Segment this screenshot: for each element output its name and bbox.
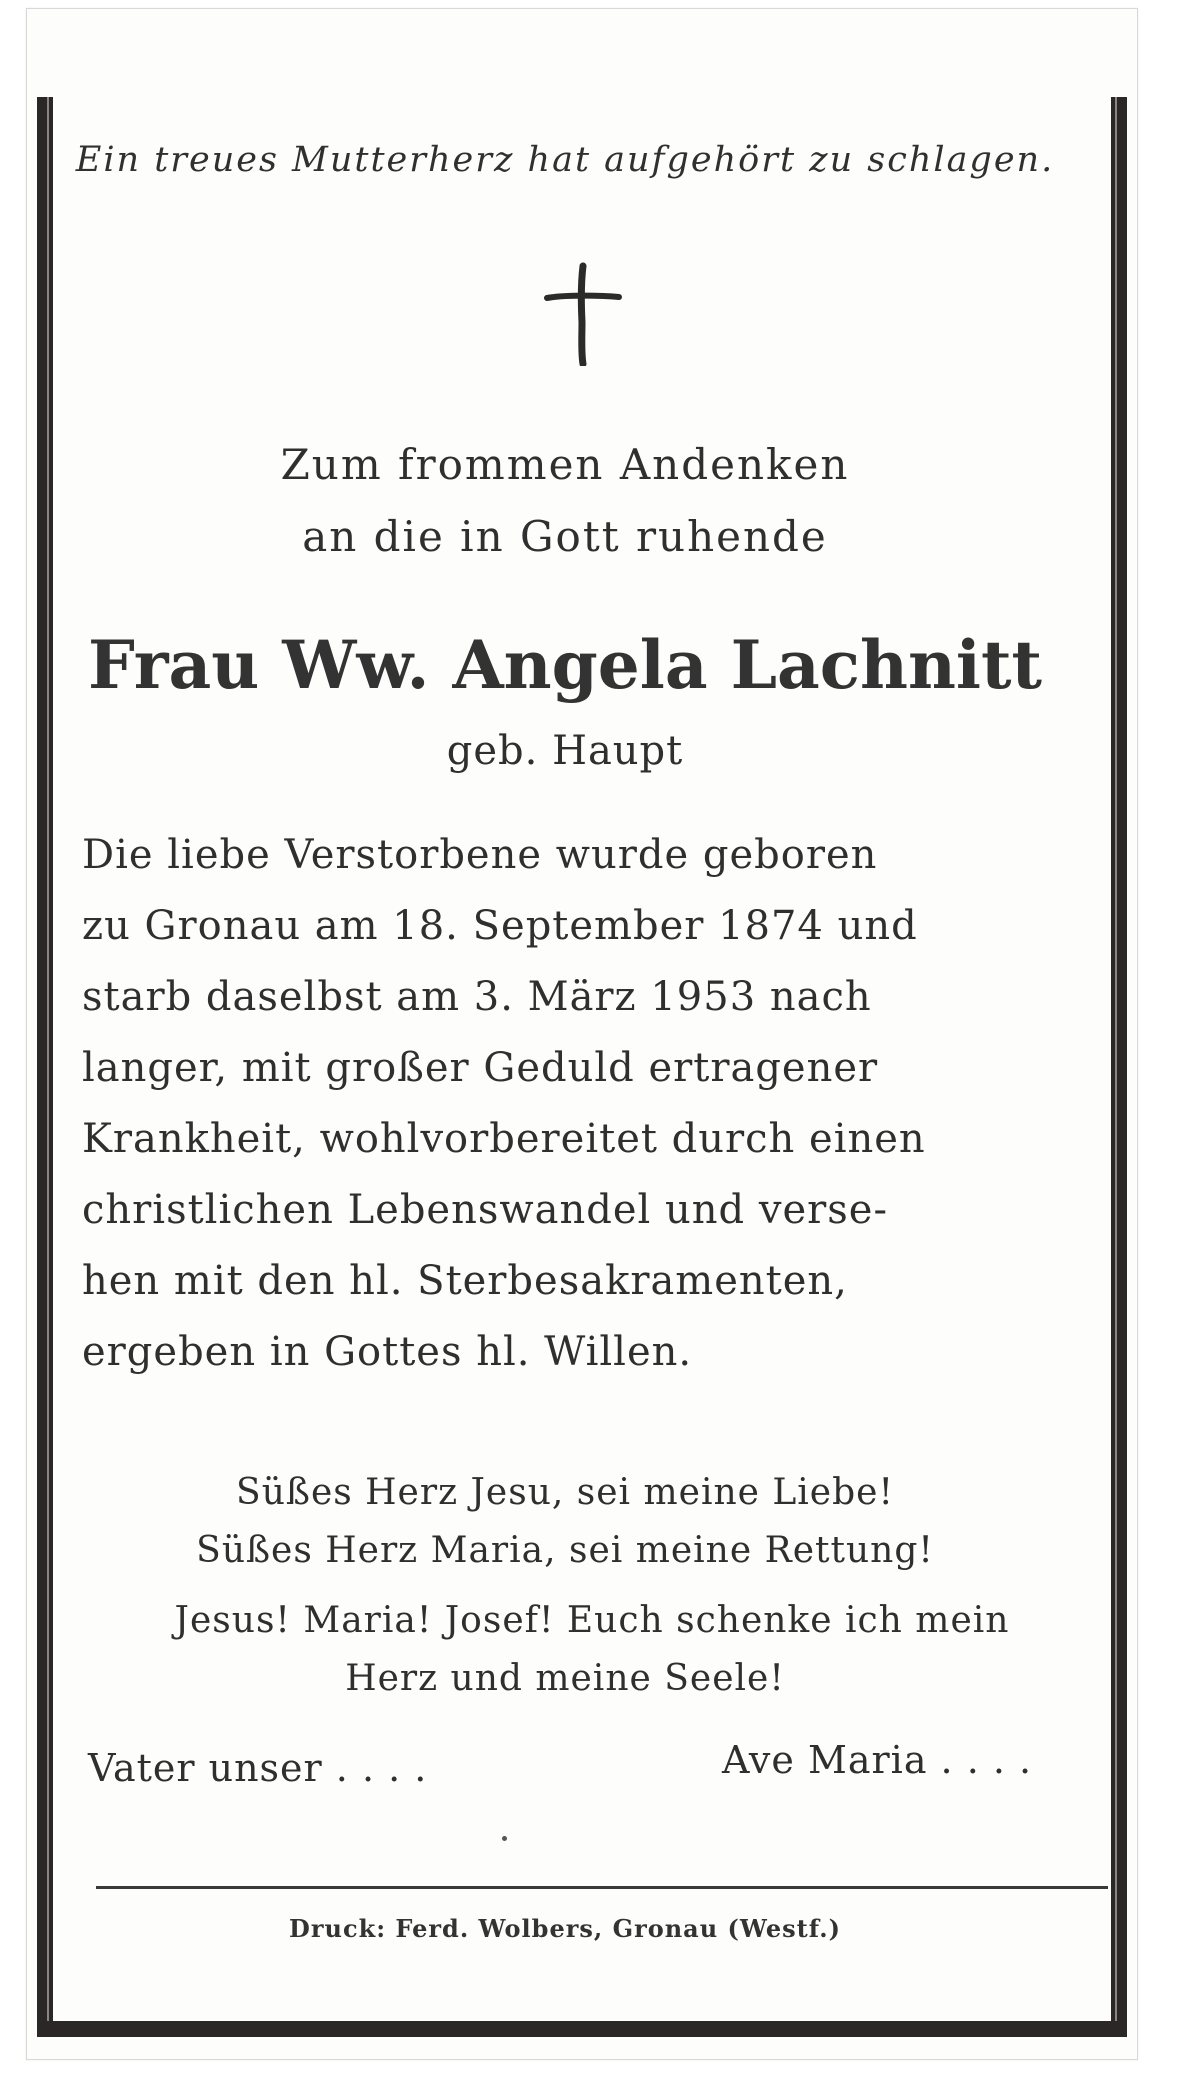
dedication-line-2: an die in Gott ruhende — [302, 512, 828, 561]
biography-text — [82, 820, 1098, 1388]
biography-line: starb daselbst am 3. März 1953 nach — [82, 974, 872, 1020]
closing-prayer-left: Vater unser . . . . — [88, 1746, 428, 1790]
closing-prayer-right: Ave Maria . . . . — [722, 1738, 1033, 1782]
deceased-name: Frau Ww. Angela Lachnitt — [88, 626, 1042, 704]
biography-line: langer, mit großer Geduld ertragener — [82, 1045, 879, 1091]
footer-rule — [96, 1886, 1108, 1889]
motto-line: Ein treues Mutterherz hat aufgehört zu schlagen. — [75, 140, 1055, 180]
prayer-line-3: Jesus! Maria! Josef! Euch schenke ich mein — [174, 1600, 1010, 1641]
biography-line: hen mit den hl. Sterbesakramenten, — [82, 1258, 848, 1304]
latin-cross-icon — [543, 262, 623, 366]
prayer-line-2: Süßes Herz Maria, sei meine Rettung! — [196, 1530, 934, 1571]
biography-line: Krankheit, wohlvorbereitet durch einen — [82, 1116, 926, 1162]
maiden-name: geb. Haupt — [446, 728, 684, 774]
printer-imprint: Druck: Ferd. Wolbers, Gronau (Westf.) — [289, 1914, 841, 1943]
biography-line: ergeben in Gottes hl. Willen. — [82, 1329, 693, 1375]
prayer-line-4: Herz und meine Seele! — [345, 1658, 785, 1699]
decorative-dot — [502, 1836, 507, 1841]
biography-line: christlichen Lebenswandel und verse- — [82, 1187, 888, 1233]
biography-line: zu Gronau am 18. September 1874 und — [82, 903, 918, 949]
prayer-line-1: Süßes Herz Jesu, sei meine Liebe! — [236, 1472, 894, 1513]
dedication-line-1: Zum frommen Andenken — [280, 440, 850, 489]
biography-line: Die liebe Verstorbene wurde geboren — [82, 832, 878, 878]
